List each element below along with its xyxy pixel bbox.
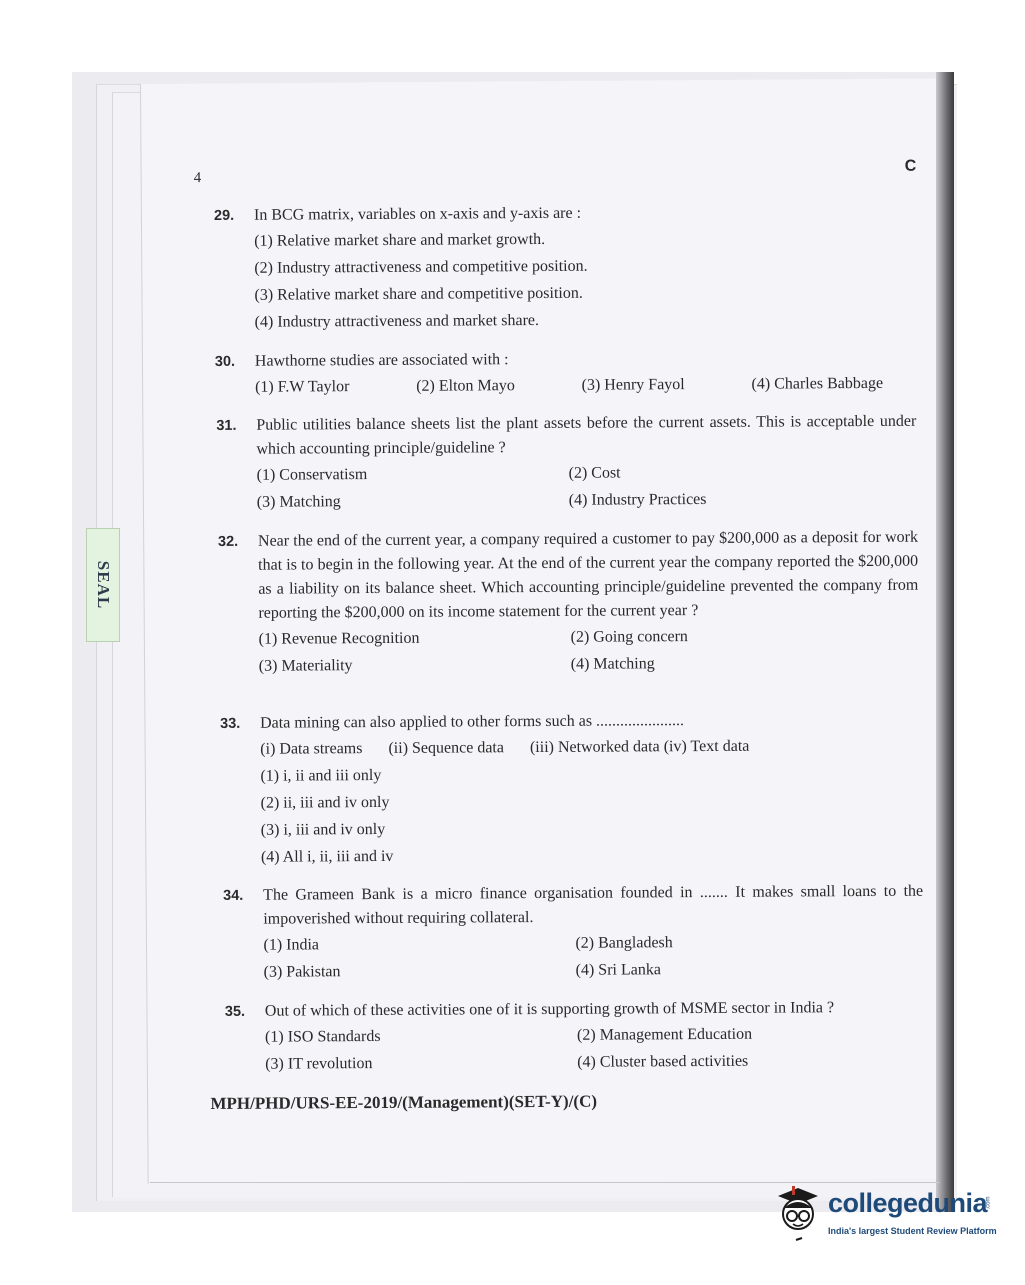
option: (4) Industry Practices xyxy=(568,490,707,509)
mascot-icon xyxy=(772,1182,828,1248)
option: (3) i, iii and iv only xyxy=(260,820,386,839)
page-number: 4 xyxy=(193,170,202,187)
option: (2) Management Education xyxy=(576,1025,753,1044)
option: (1) Conservatism xyxy=(256,466,368,484)
option: (3) Henry Fayol xyxy=(581,376,685,394)
option: (3) Relative market share and competitive position. xyxy=(254,284,583,304)
question-stem: The Grameen Bank is a micro finance organisation founded in ....... It makes small loans to the impoverished without requiring collateral. xyxy=(263,882,924,928)
question-number: 30. xyxy=(214,353,236,370)
question-stem: Data mining can also applied to other forms such as ...................... xyxy=(260,712,685,732)
question-35 xyxy=(225,996,925,1078)
option: (4) Industry attractiveness and market share. xyxy=(254,311,540,331)
option: (2) Cost xyxy=(568,464,621,482)
question-stem: Out of which of these activities one of it is supporting growth of MSME sector in India ? xyxy=(264,999,835,1020)
brand-tagline: India's largest Student Review Platform xyxy=(828,1226,997,1236)
question-stem: Public utilities balance sheets list the plant assets before the current assets. This is acceptable under which accounting principle/guideline ? xyxy=(256,412,917,458)
option: (4) Charles Babbage xyxy=(751,374,884,393)
question-32 xyxy=(218,526,919,680)
option: (1) Revenue Recognition xyxy=(258,629,420,648)
question-30 xyxy=(215,346,915,401)
set-code: C xyxy=(904,157,917,175)
option: (1) i, ii and iii only xyxy=(260,766,382,785)
question-number: 29. xyxy=(213,207,235,224)
option: (1) Relative market share and market growth. xyxy=(254,230,546,250)
option: (3) Matching xyxy=(256,493,341,511)
option: (4) All i, ii, iii and iv xyxy=(260,847,394,866)
option: (2) ii, iii and iv only xyxy=(260,793,390,812)
question-31 xyxy=(216,410,917,516)
option: (2) Industry attractiveness and competitive position. xyxy=(254,257,588,277)
question-33 xyxy=(220,708,921,871)
paper-code-footer: MPH/PHD/URS-EE-2019/(Management)(SET-Y)/(C) xyxy=(210,1091,598,1114)
option: (2) Going concern xyxy=(570,628,688,646)
option: (3) Materiality xyxy=(258,657,353,675)
option: (4) Cluster based activities xyxy=(577,1052,749,1071)
sub-item: (iii) Networked data (iv) Text data xyxy=(529,737,750,757)
collegedunia-watermark xyxy=(772,1182,997,1248)
question-stem: Near the end of the current year, a company required a customer to pay $200,000 as a deposit for work that is to begin in the following year. At the end of the current year the company reported the $200,000 as a liability on its balance sheet. Which accounting principle/guideline prevented the company from reporting the $200,000 on its income statement for the current year ? xyxy=(257,528,919,622)
option: (2) Elton Mayo xyxy=(416,377,515,395)
option: (4) Matching xyxy=(570,655,655,673)
brand-suffix: .com xyxy=(985,1196,992,1210)
options-list xyxy=(260,732,921,871)
question-stem: Hawthorne studies are associated with : xyxy=(254,351,509,370)
options-grid xyxy=(263,928,923,986)
question-stem: In BCG matrix, variables on x-axis and y-axis are : xyxy=(253,204,582,224)
question-number: 35. xyxy=(224,1003,246,1020)
options-grid xyxy=(265,1020,925,1078)
options-grid xyxy=(257,458,917,516)
sub-item: (ii) Sequence data xyxy=(388,739,504,757)
options-list xyxy=(254,224,915,336)
sub-item: (i) Data streams xyxy=(260,740,363,758)
options-list xyxy=(255,370,915,401)
question-29 xyxy=(214,200,915,336)
seal-label: SEAL xyxy=(94,560,113,610)
question-number: 32. xyxy=(217,533,239,550)
brand-name: collegedunia xyxy=(828,1188,988,1218)
option: (3) IT revolution xyxy=(265,1055,373,1073)
option: (1) F.W Taylor xyxy=(255,378,350,396)
option: (2) Bangladesh xyxy=(575,934,673,952)
sub-items-row xyxy=(260,732,920,763)
option: (1) India xyxy=(263,936,320,954)
question-34 xyxy=(223,880,924,986)
question-number: 34. xyxy=(223,887,244,904)
option: (1) ISO Standards xyxy=(264,1027,381,1046)
options-row xyxy=(255,370,883,401)
option: (3) Pakistan xyxy=(263,963,341,981)
question-number: 33. xyxy=(220,715,241,732)
option: (4) Sri Lanka xyxy=(575,961,661,979)
question-number: 31. xyxy=(216,417,237,434)
options-grid xyxy=(259,622,919,680)
